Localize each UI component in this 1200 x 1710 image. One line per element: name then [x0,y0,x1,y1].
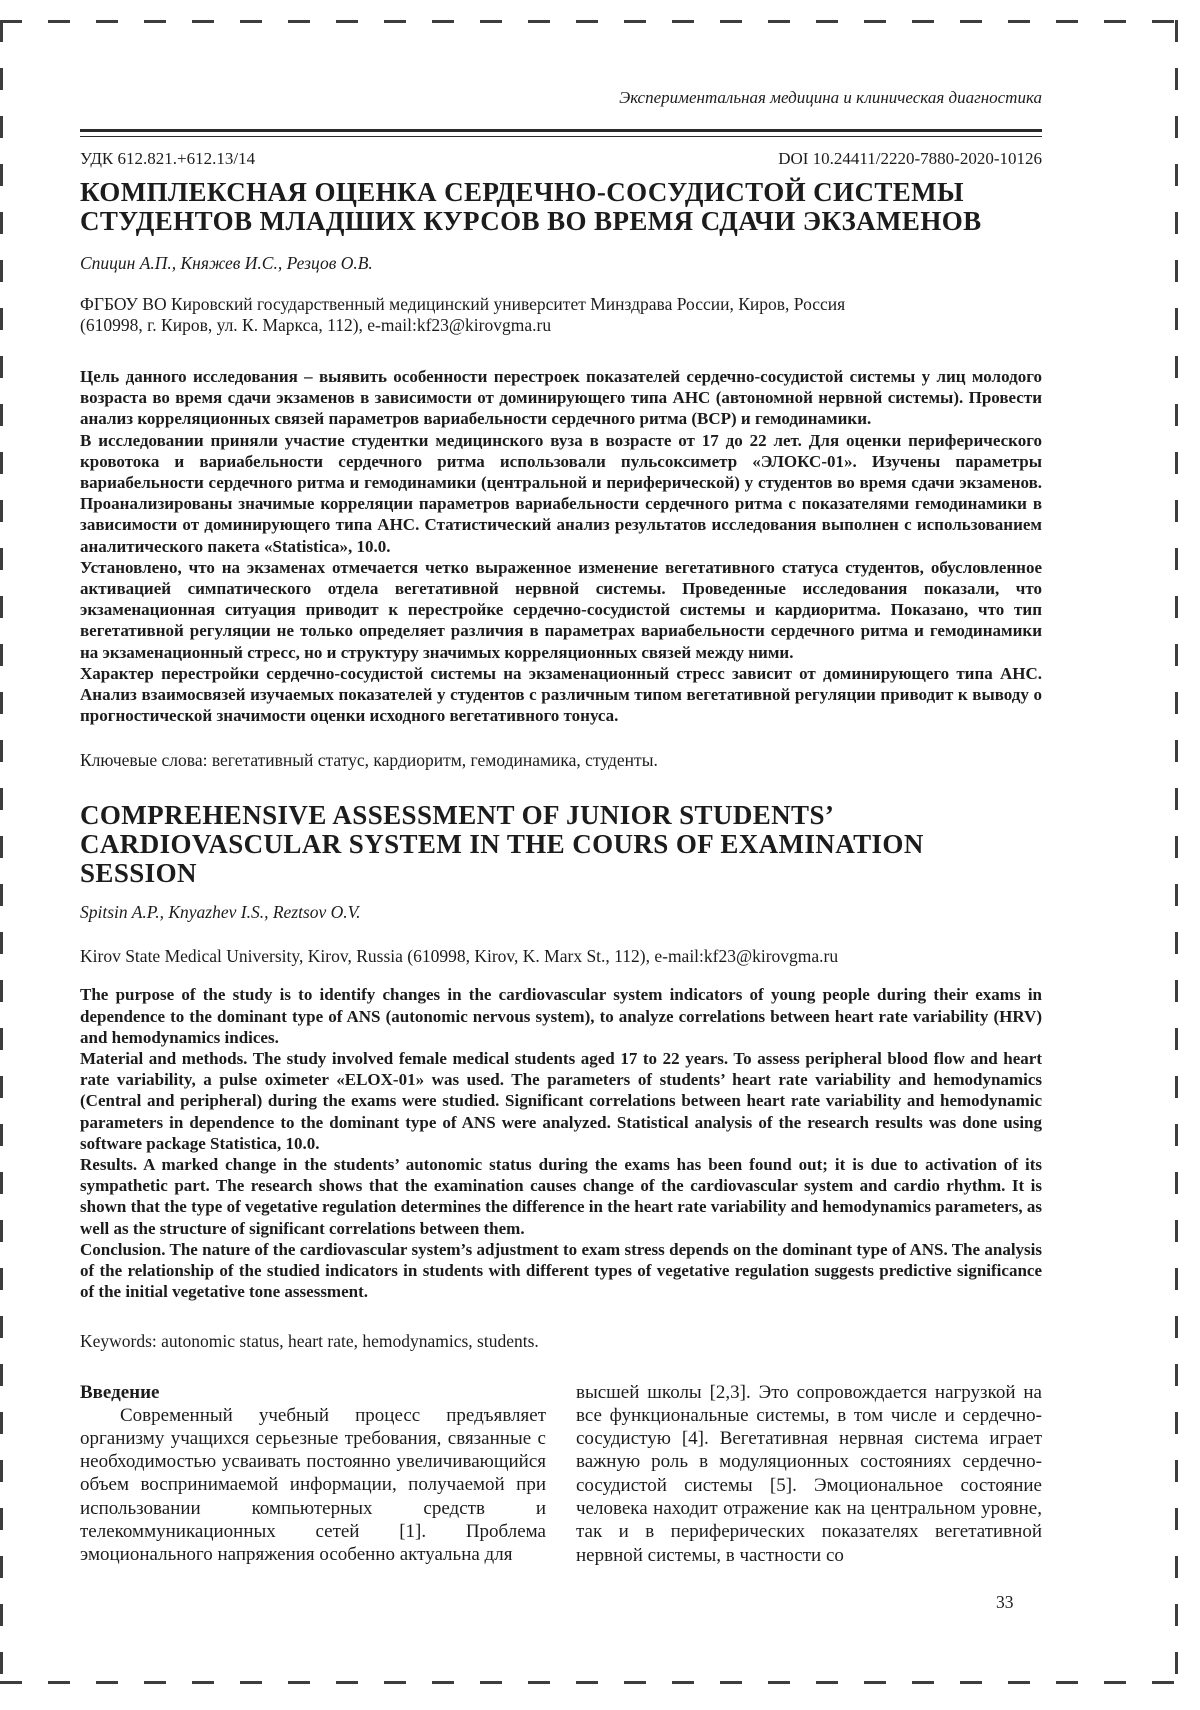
udk-doi-row [80,148,1042,170]
intro-column-left [80,1381,546,1567]
abstract-ru-paragraph-conclusion: Характер перестройки сердечно-сосудистой системы на экзаменационный стресс зависит от доминирующего типа АНС. Анализ взаимосвязей изучаемых показателей у студентов с различным типом вегетативной регуляции приводит к выводу о прогностической значимости оценки исходного вегетативного тонуса. [80,663,1042,726]
abstract-ru-paragraph-purpose: Цель данного исследования – выявить особенности перестроек показателей сердечно-сосудистой системы у лиц молодого возраста во время сдачи экзаменов в зависимости от доминирующего типа АНС (автономной нервной системы). Провести анализ корреляционных связей параметров вариабельности сердечного ритма (ВСР) и гемодинамики. [80,367,1042,429]
keywords-en: Keywords: autonomic status, heart rate, hemodynamics, students. [80,1330,539,1351]
authors-en: Spitsin A.P., Knyazhev I.S., Reztsov O.V. [80,902,361,923]
abstract-en-paragraph-purpose: The purpose of the study is to identify changes in the cardiovascular system indicators of young people during their exams in dependence to the dominant type of ANS (autonomic nervous system), to analyze correlations between heart rate variability (HRV) and hemodynamics indices. [80,985,1042,1047]
affiliation-en: Kirov State Medical University, Kirov, Russia (610998, Kirov, K. Marx St., 112), e-mail:kf23@kirovgma.ru [80,946,839,967]
doi-label: DOI 10.24411/2220-7880-2020-10126 [778,149,1042,168]
abstract-ru-paragraph-methods: В исследовании приняли участие студентки медицинского вуза в возрасте от 17 до 22 лет. Для оценки периферического кровотока и вариабельности сердечного ритма использовали пульсоксиметр «ЭЛОКС-01». Изучены параметры вариабельности сердечного ритма и гемодинамики (центральной и периферической) у студентов во время сдачи экзаменов. Проанализированы значимые корреляции параметров вариабельности сердечного ритма с показателями гемодинамики в зависимости от доминирующего типа АНС. Статистический анализ результатов исследования выполнен с использованием аналитического пакета «Statistica», 10.0. [80,430,1042,556]
page-content [80,88,1042,1567]
trim-border-right [1175,20,1178,1684]
abstract-ru-paragraph-results: Установлено, что на экзаменах отмечается четко выраженное изменение вегетативного статуса студентов, обусловленное активацией симпатического отдела вегетативной нервной системы. Проведенные исследования показали, что экзаменационная ситуация приводит к перестройке сердечно-сосудистой системы и кардиоритма. Показано, что тип вегетативной регуляции не только определяет различия в параметрах вариабельности сердечного ритма и гемодинамики на экзаменационный стресс, но и структуру значимых корреляционных связей между ними. [80,557,1042,662]
abstract-en-paragraph-results: Results. A marked change in the students’ autonomic status during the exams has been found out; it is due to activation of its sympathetic part. The research shows that the examination causes change of the cardiovascular system and cardio rhythm. It is shown that the type of vegetative regulation determines the difference in the heart rate variability and hemodynamics parameters, as well as the structure of significant correlations between them. [80,1155,1042,1238]
trim-border-top [0,20,1178,23]
article-title-en: COMPREHENSIVE ASSESSMENT OF JUNIOR STUDENTS’ CARDIOVASCULAR SYSTEM IN THE COURS OF EXAMINATION SESSION [80,800,924,889]
introduction-section [80,1381,1042,1567]
page-number: 33 [996,1592,1014,1612]
intro-text-left: Современный учебный процесс предъявляет организму учащихся серьезные требования, связанные с необходимостью усваивать постоянно увеличивающийся объем воспринимаемой информации, получаемой при использовании компьютерных средств и телекоммуникационных сетей [1]. Проблема эмоционального напряжения особенно актуальна для [80,1404,546,1566]
affiliation-ru: ФГБОУ ВО Кировский государственный медицинский университет Минздрава России, Киров, Россия (610998, г. Киров, ул. К. Маркса, 112), e-mail:kf23@kirovgma.ru [80,294,846,335]
udk-label: УДК 612.821.+612.13/14 [80,149,256,168]
header-rule [80,129,1042,137]
journal-header: Экспериментальная медицина и клиническая диагностика [619,88,1042,107]
trim-border-left [0,20,3,1684]
abstract-en-paragraph-conclusion: Conclusion. The nature of the cardiovascular system’s adjustment to exam stress depends on the dominant type of ANS. The analysis of the relationship of the studied indicators in students with different types of vegetative regulation suggests predictive significance of the initial vegetative tone assessment. [80,1239,1042,1302]
intro-column-right [576,1381,1042,1567]
intro-text-right: высшей школы [2,3]. Это сопровождается нагрузкой на все функциональные системы, в том числе и сердечно-сосудистую [4]. Вегетативная нервная система играет важную роль в модуляционных состояниях сердечно-сосудистой системы [5]. Эмоциональное состояние человека находит отражение как на центральном уровне, так и в периферических показателях вегетативной нервной системы, в частности со [576,1381,1042,1566]
article-title-ru: КОМПЛЕКСНАЯ ОЦЕНКА СЕРДЕЧНО-СОСУДИСТОЙ СИСТЕМЫ СТУДЕНТОВ МЛАДШИХ КУРСОВ ВО ВРЕМЯ СДАЧИ ЭКЗАМЕНОВ [80,177,982,236]
abstract-en [80,984,1042,1302]
abstract-en-paragraph-methods: Material and methods. The study involved female medical students aged 17 to 22 years. To assess peripheral blood flow and heart rate variability, a pulse oximeter «ELOX-01» was used. The parameters of students’ heart rate variability and hemodynamics (Central and peripheral) during the exams were studied. Significant correlations between heart rate variability and hemodynamic parameters in dependence to the dominant type of ANS were analyzed. Statistical analysis of the research results was done using software package Statistica, 10.0. [80,1049,1042,1153]
keywords-ru: Ключевые слова: вегетативный статус, кардиоритм, гемодинамика, студенты. [80,750,658,771]
authors-ru: Спицин А.П., Княжев И.С., Резцов О.В. [80,253,373,273]
abstract-ru [80,366,1042,726]
introduction-heading: Введение [80,1381,160,1403]
trim-border-bottom [0,1681,1178,1684]
